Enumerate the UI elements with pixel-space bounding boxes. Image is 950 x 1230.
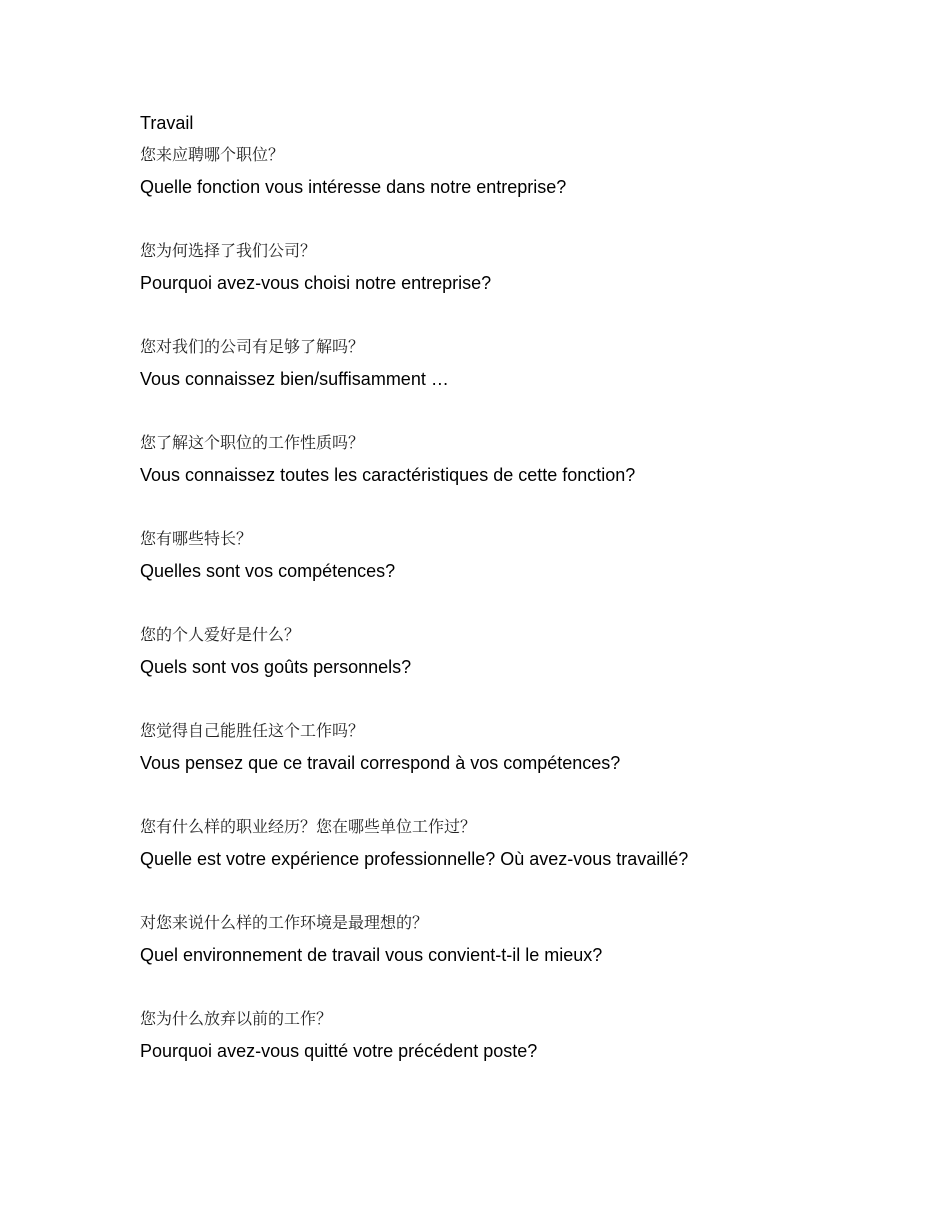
question-french: Quel environnement de travail vous convient-t-il le mieux? [140,945,603,965]
qa-item [140,431,900,527]
question-chinese: 您觉得自己能胜任这个工作吗？ [140,721,365,740]
question-chinese: 您来应聘哪个职位？ [140,145,285,164]
question-french: Pourquoi avez-vous choisi notre entreprise? [140,273,492,293]
question-french: Quelle fonction vous intéresse dans notre entreprise? [140,177,567,197]
question-french: Quelles sont vos compétences? [140,561,396,581]
question-french: Vous pensez que ce travail correspond à vos compétences? [140,753,621,773]
qa-item [140,143,900,239]
qa-item [140,335,900,431]
question-chinese: 您的个人爱好是什么？ [140,625,301,644]
document-title: Travail [140,113,194,133]
qa-item [140,239,900,335]
qa-item [140,815,900,911]
question-chinese: 您为何选择了我们公司？ [140,241,317,260]
qa-item [140,1007,900,1103]
qa-item [140,527,900,623]
question-chinese: 您为什么放弃以前的工作？ [140,1009,333,1028]
question-french: Quelle est votre expérience professionnelle? Où avez-vous travaillé? [140,849,689,869]
document-content [140,111,900,1103]
qa-item [140,623,900,719]
question-french: Pourquoi avez-vous quitté votre précédent poste? [140,1041,538,1061]
question-chinese: 您有什么样的职业经历？您在哪些单位工作过？ [140,817,477,836]
question-chinese: 对您来说什么样的工作环境是最理想的？ [140,913,429,932]
qa-item [140,719,900,815]
question-chinese: 您对我们的公司有足够了解吗？ [140,337,365,356]
question-french: Quels sont vos goûts personnels? [140,657,412,677]
qa-item [140,911,900,1007]
question-french: Vous connaissez toutes les caractéristiques de cette fonction? [140,465,636,485]
question-french: Vous connaissez bien/suffisamment … [140,369,449,389]
question-chinese: 您了解这个职位的工作性质吗？ [140,433,365,452]
question-chinese: 您有哪些特长？ [140,529,253,548]
